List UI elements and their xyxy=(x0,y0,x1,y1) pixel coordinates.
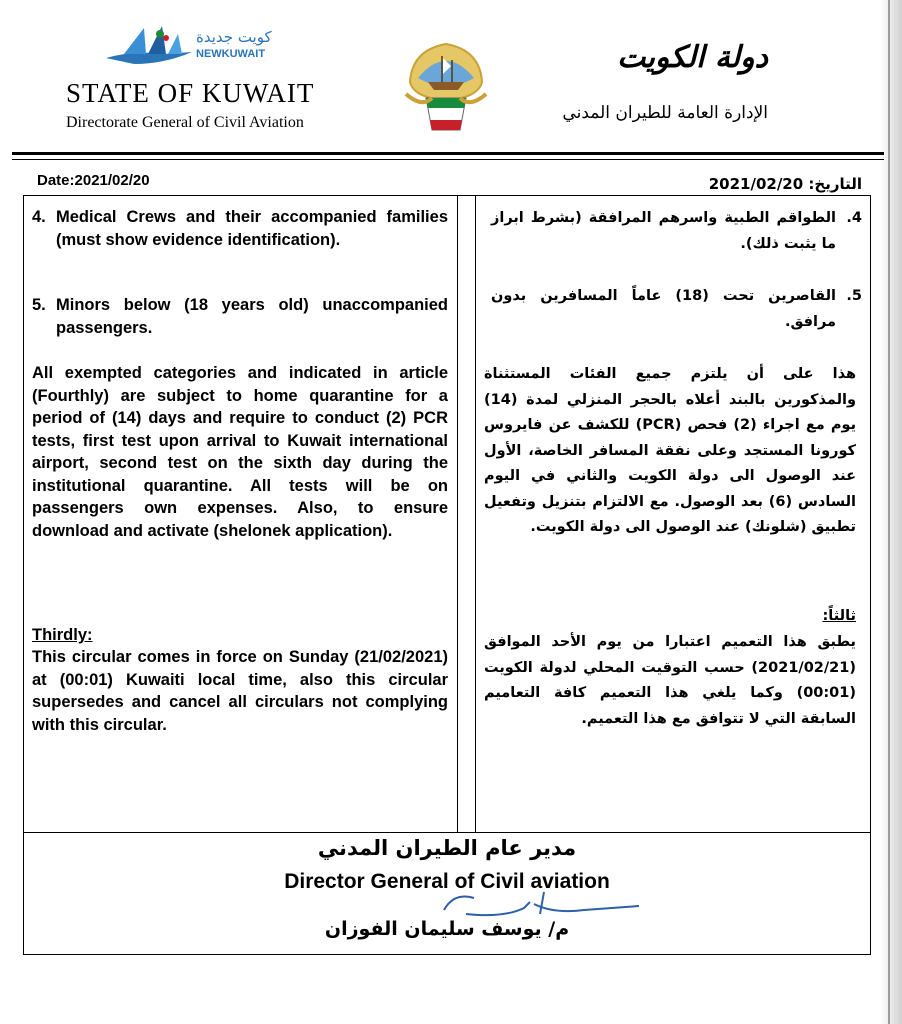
new-kuwait-logo xyxy=(104,24,279,70)
english-quarantine-paragraph: All exempted categories and indicated in article (Fourthly) are subject to home quarantine for a period of (14) days and require to conduct (2) PCR tests, first test upon arrival to Kuwait international airport, second test on the sixth day during the institutional quarantine. All tests will be on passengers own expenses. Also, to ensure download and activate (shelonek application). xyxy=(32,364,448,540)
new-kuwait-sail-icon xyxy=(104,24,194,68)
english-item-5-number: 5. xyxy=(32,296,46,314)
state-of-kuwait-title: STATE OF KUWAIT xyxy=(66,78,315,108)
brand-english-text: NEWKUWAIT xyxy=(196,48,266,60)
date-english: Date:2021/02/20 xyxy=(37,172,150,189)
column-divider-left xyxy=(457,196,458,832)
brand-arabic-text: كويت جديدة xyxy=(196,28,272,46)
arabic-thirdly-heading xyxy=(484,604,856,630)
arabic-thirdly-text: يطبق هذا التعميم اعتبارا من يوم الأحد الموافق (2021/02/21) حسب التوقيت المحلي لدولة الكويت (00:01) وكما يلغي هذا التعميم كافة التعاميم السابقة التي لا تتوافق مع هذا التعميم. xyxy=(484,634,856,727)
state-of-kuwait-arabic: دولة الكويت xyxy=(617,40,768,75)
arabic-item-5: القاصرين تحت (18) عاماً المسافرين بدون مرافق. xyxy=(491,288,836,330)
dgca-arabic: الإدارة العامة للطيران المدني xyxy=(562,103,768,123)
english-item-5: Minors below (18 years old) unaccompanied passengers. xyxy=(56,296,448,337)
english-item-4-number: 4. xyxy=(32,208,46,226)
arabic-thirdly-heading-text: ثالثاً: xyxy=(822,608,856,624)
header-rule-thick xyxy=(12,152,884,155)
english-thirdly-heading xyxy=(32,624,448,647)
date-arabic: التاريخ: 2021/02/20 xyxy=(708,175,862,193)
arabic-quarantine-paragraph: هذا على أن يلتزم جميع الفئات المستثناة والمذكورين بالبند أعلاه بالحجر المنزلي لمدة (14) يوم مع اجراء (2) فحص (PCR) للكشف عن فايروس كورونا المستجد وعلى نفقة المسافر الخاصة، الأول عند الوصول الى دولة الكويت والثاني في اليوم السادس (6) بعد الوصول. مع الالتزام بتنزيل وتفعيل تطبيق (شلونك) عند الوصول الى دولة الكويت. xyxy=(484,366,857,535)
arabic-item-5-number: 5. xyxy=(846,288,862,304)
signature-block xyxy=(24,832,870,954)
kuwait-emblem-icon xyxy=(402,38,490,136)
arabic-item-4: الطواقم الطبية واسرهم المرافقة (بشرط ابراز ما يثبت ذلك). xyxy=(491,210,836,252)
arabic-item-4-number: 4. xyxy=(846,210,862,226)
page-edge-line xyxy=(888,0,890,1024)
english-thirdly-text: This circular comes in force on Sunday (21/02/2021) at (00:01) Kuwaiti local time, also this circular supersedes and cancel all circulars not complying with this circular. xyxy=(32,648,448,734)
handwritten-signature-icon xyxy=(384,884,644,920)
signature-title-english: Director General of Civil aviation xyxy=(284,870,610,893)
signature-title-arabic: مدير عام الطيران المدني xyxy=(317,836,577,860)
signature-name-arabic: م/ يوسف سليمان الفوزان xyxy=(324,918,570,940)
dgca-subtitle: Directorate General of Civil Aviation xyxy=(66,114,304,131)
column-divider-right xyxy=(475,196,476,832)
english-item-4: Medical Crews and their accompanied families (must show evidence identification). xyxy=(56,208,448,249)
header-rule-thin xyxy=(12,159,884,160)
circular-table xyxy=(23,195,871,955)
english-thirdly-heading-text: Thirdly: xyxy=(32,626,93,644)
